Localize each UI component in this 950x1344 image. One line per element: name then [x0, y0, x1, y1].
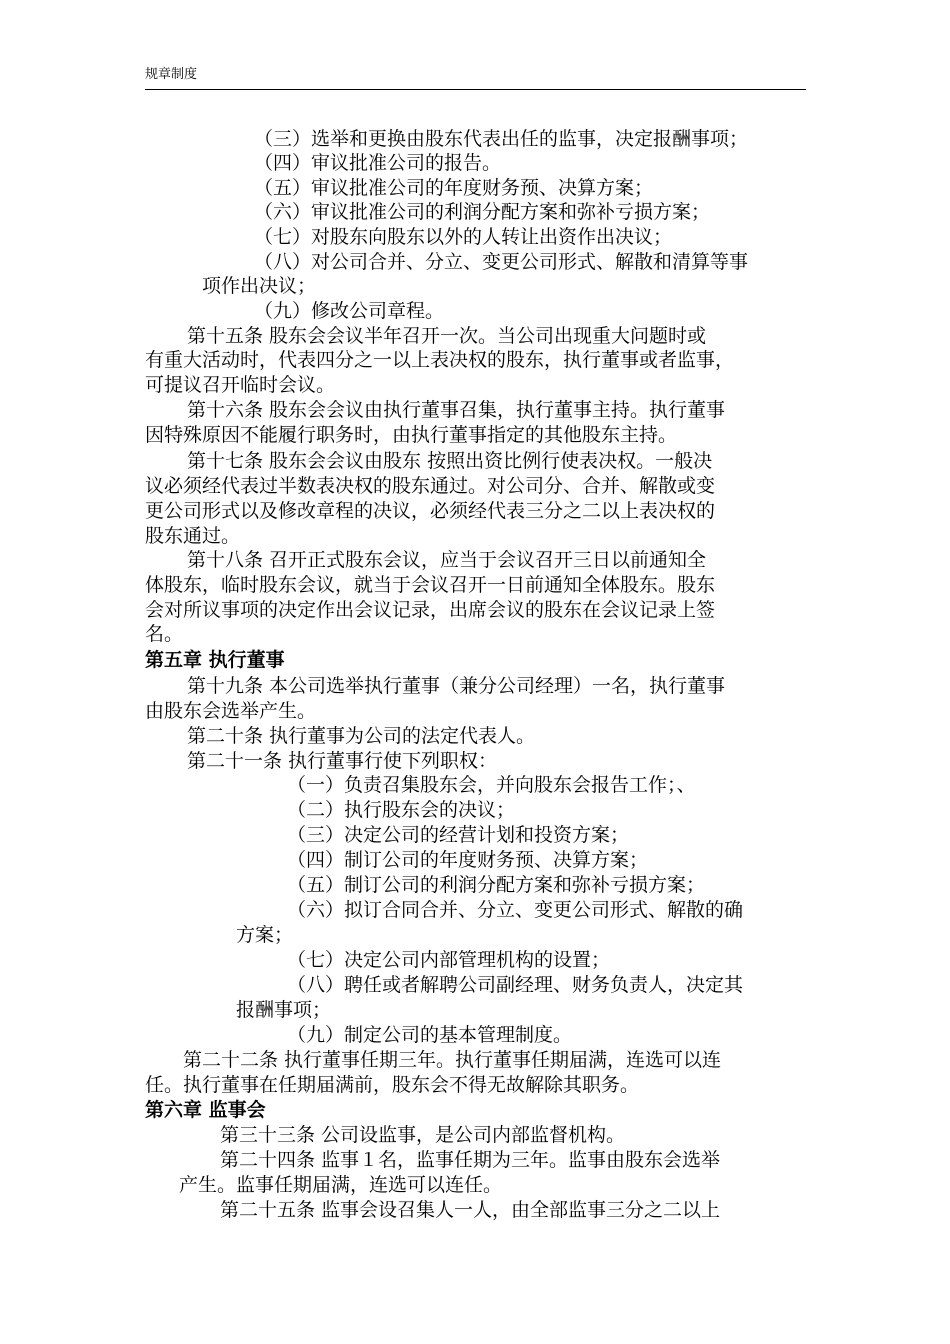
text-line: （七）决定公司内部管理机构的设置； — [287, 949, 611, 971]
text-line: 第二十四条 监事１名，监事任期为三年。监事由股东会选举 — [220, 1149, 721, 1171]
text-line: 由股东会选举产生。 — [145, 700, 317, 722]
text-line: 第二十二条 执行董事任期三年。执行董事任期届满，连选可以连 — [183, 1049, 722, 1071]
text-line: 第二十条 执行董事为公司的法定代表人。 — [187, 725, 536, 747]
text-line: （四）审议批准公司的报告。 — [254, 152, 502, 174]
text-line: 第十五条 股东会会议半年召开一次。当公司出现重大问题时或 — [187, 325, 707, 347]
text-line: （三）选举和更换由股东代表出任的监事，决定报酬事项； — [254, 128, 749, 150]
text-line: 因特殊原因不能履行职务时，由执行董事指定的其他股东主持。 — [145, 424, 678, 446]
text-line: （九）修改公司章程。 — [254, 300, 445, 322]
chapter-heading: 第六章 监事会 — [145, 1099, 266, 1121]
text-line: 报酬事项； — [236, 999, 332, 1021]
text-line: （六）审议批准公司的利润分配方案和弥补亏损方案； — [254, 201, 711, 223]
text-line: 第十八条 召开正式股东会议，应当于会议召开三日以前通知全 — [187, 549, 707, 571]
chapter-heading: 第五章 执行董事 — [145, 649, 285, 671]
text-line: 第十九条 本公司选举执行董事（兼分公司经理）一名，执行董事 — [187, 675, 726, 697]
text-line: （四）制订公司的年度财务预、决算方案； — [287, 849, 649, 871]
text-line: 有重大活动时，代表四分之一以上表决权的股东，执行董事或者监事， — [145, 349, 735, 371]
text-line: 项作出决议； — [202, 275, 317, 297]
text-line: 议必须经代表过半数表决权的股东通过。对公司分、合并、解散或变 — [145, 475, 716, 497]
text-line: （五）制订公司的利润分配方案和弥补亏损方案； — [287, 874, 706, 896]
text-line: （五）审议批准公司的年度财务预、决算方案； — [254, 177, 654, 199]
text-line: （一）负责召集股东会，并向股东会报告工作；、 — [287, 774, 696, 796]
text-line: （二）执行股东会的决议； — [287, 799, 516, 821]
text-line: 第十六条 股东会会议由执行董事召集，执行董事主持。执行董事 — [187, 399, 726, 421]
text-line: 任。执行董事在任期届满前，股东会不得无故解除其职务。 — [145, 1074, 640, 1096]
text-line: 第十七条 股东会会议由股东 按照出资比例行使表决权。一般决 — [187, 450, 713, 472]
text-line: （六）拟订合同合并、分立、变更公司形式、解散的确 — [287, 899, 744, 921]
text-line: 第二十一条 执行董事行使下列职权： — [187, 750, 498, 772]
text-line: （九）制定公司的基本管理制度。 — [287, 1024, 573, 1046]
text-line: （七）对股东向股东以外的人转让出资作出决议； — [254, 226, 673, 248]
text-line: （八）对公司合并、分立、变更公司形式、解散和清算等事 — [254, 251, 749, 273]
text-line: （三）决定公司的经营计划和投资方案； — [287, 824, 630, 846]
text-line: 方案； — [236, 924, 294, 946]
text-line: 股东通过。 — [145, 525, 241, 547]
text-line: 第二十五条 监事会设召集人一人，由全部监事三分之二以上 — [220, 1199, 721, 1221]
text-line: 第三十三条 公司设监事，是公司内部监督机构。 — [220, 1124, 626, 1146]
text-line: 可提议召开临时会议。 — [145, 374, 336, 396]
text-line: 更公司形式以及修改章程的决议，必须经代表三分之二以上表决权的 — [145, 500, 716, 522]
page-header: 规章制度 — [145, 67, 198, 82]
text-line: 名。 — [145, 623, 184, 645]
text-line: （八）聘任或者解聘公司副经理、财务负责人，决定其 — [287, 974, 744, 996]
text-line: 会对所议事项的决定作出会议记录，出席会议的股东在会议记录上签 — [145, 599, 716, 621]
text-line: 体股东，临时股东会议，就当于会议召开一日前通知全体股东。股东 — [145, 574, 716, 596]
header-rule — [145, 89, 806, 90]
text-line: 产生。监事任期届满，连选可以连任。 — [179, 1174, 503, 1196]
